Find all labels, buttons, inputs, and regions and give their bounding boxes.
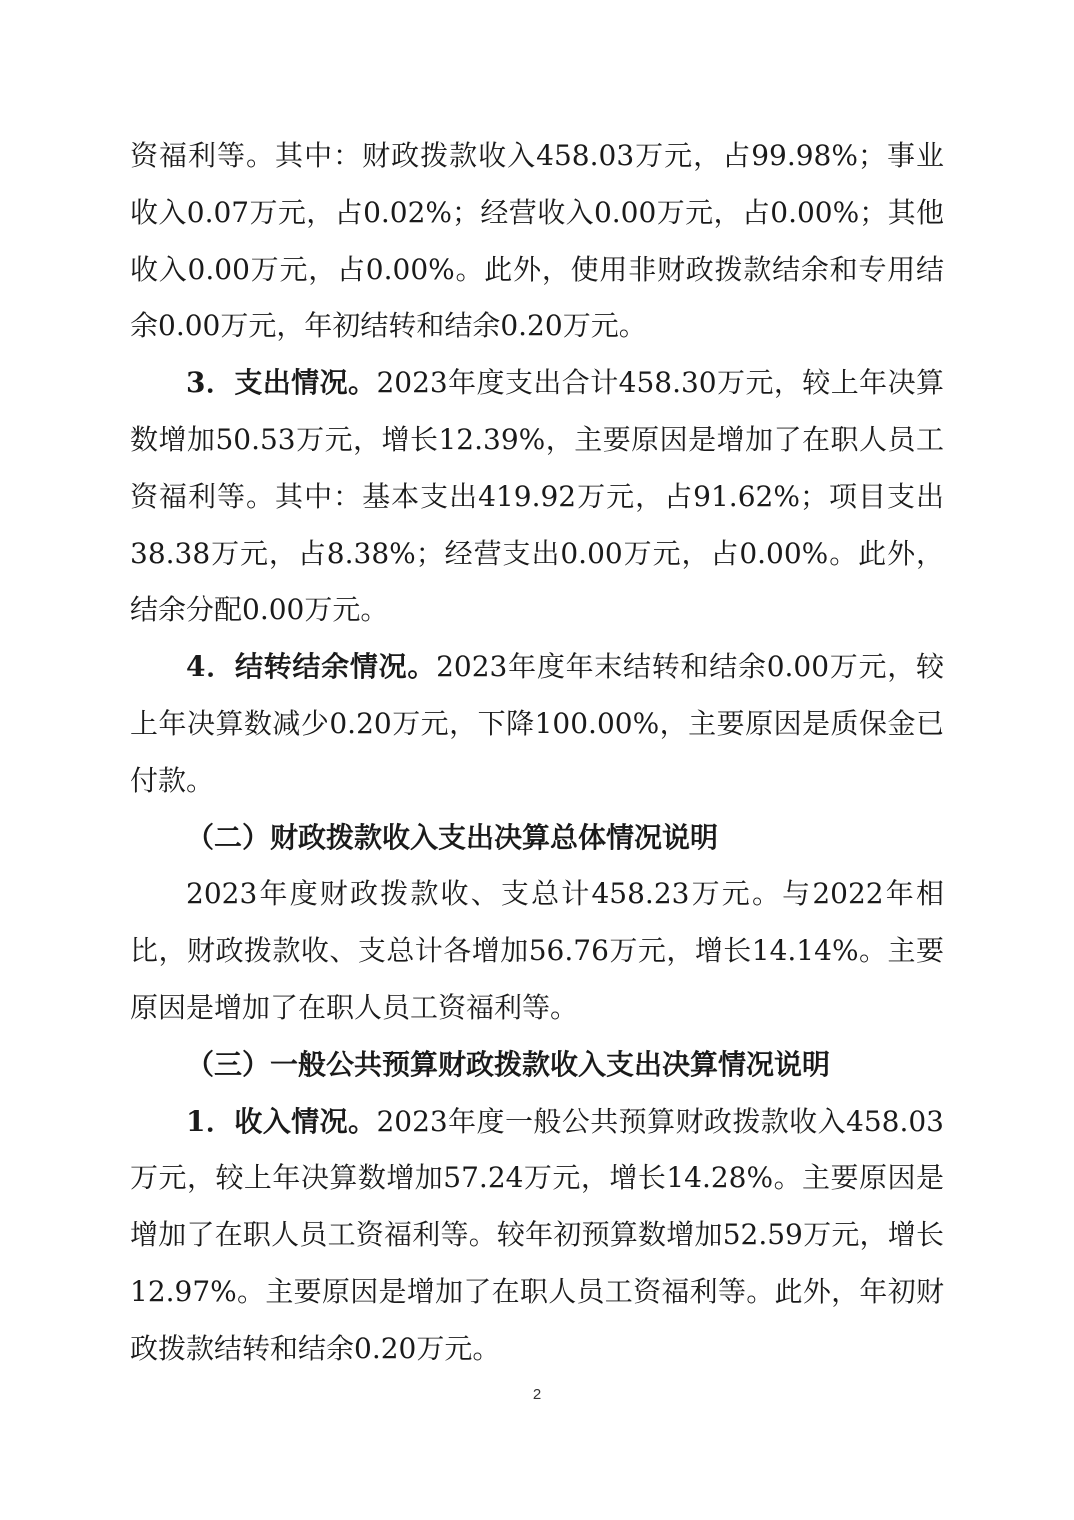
carryover-lead: 4．结转结余情况。: [186, 650, 437, 684]
paragraph-expenditure: [130, 355, 944, 639]
document-body: [130, 128, 944, 1378]
section-heading-fiscal-overall: （二）财政拨款收入支出决算总体情况说明: [186, 820, 719, 854]
paragraph-carryover: [130, 639, 944, 809]
expenditure-lead: 3．支出情况。: [186, 366, 377, 400]
paragraph-general-budget-income: [130, 1094, 944, 1378]
general-income-lead: 1．收入情况。: [186, 1104, 377, 1138]
section-heading-general-budget: （三）一般公共预算财政拨款收入支出决算情况说明: [186, 1047, 831, 1081]
carryover-body: 2023年度年末结转和结余0.00万元，较上年决算数减少0.20万元，下降100.00%，主要原因是质保金已付款。: [130, 650, 945, 797]
paragraph-income-breakdown: 资福利等。其中：财政拨款收入458.03万元，占99.98%；事业收入0.07万元，占0.02%；经营收入0.00万元，占0.00%；其他收入0.00万元，占0.00%。此外，使用非财政拨款结余和专用结余0.00万元，年初结转和结余0.20万元。: [130, 139, 944, 343]
page-number: 2: [532, 1386, 542, 1403]
expenditure-body: 2023年度支出合计458.30万元，较上年决算数增加50.53万元，增长12.39%，主要原因是增加了在职人员工资福利等。其中：基本支出419.92万元，占91.62%；项目支出38.38万元，占8.38%；经营支出0.00万元，占0.00%。此外，结余分配0.00万元。: [130, 366, 944, 627]
general-income-body: 2023年度一般公共预算财政拨款收入458.03万元，较上年决算数增加57.24万元，增长14.28%。主要原因是增加了在职人员工资福利等。较年初预算数增加52.59万元，增长12.97%。主要原因是增加了在职人员工资福利等。此外，年初财政拨款结转和结余0.20万元。: [130, 1104, 944, 1365]
paragraph-fiscal-overall: 2023年度财政拨款收、支总计458.23万元。与2022年相比，财政拨款收、支总计各增加56.76万元，增长14.14%。主要原因是增加了在职人员工资福利等。: [130, 877, 944, 1024]
